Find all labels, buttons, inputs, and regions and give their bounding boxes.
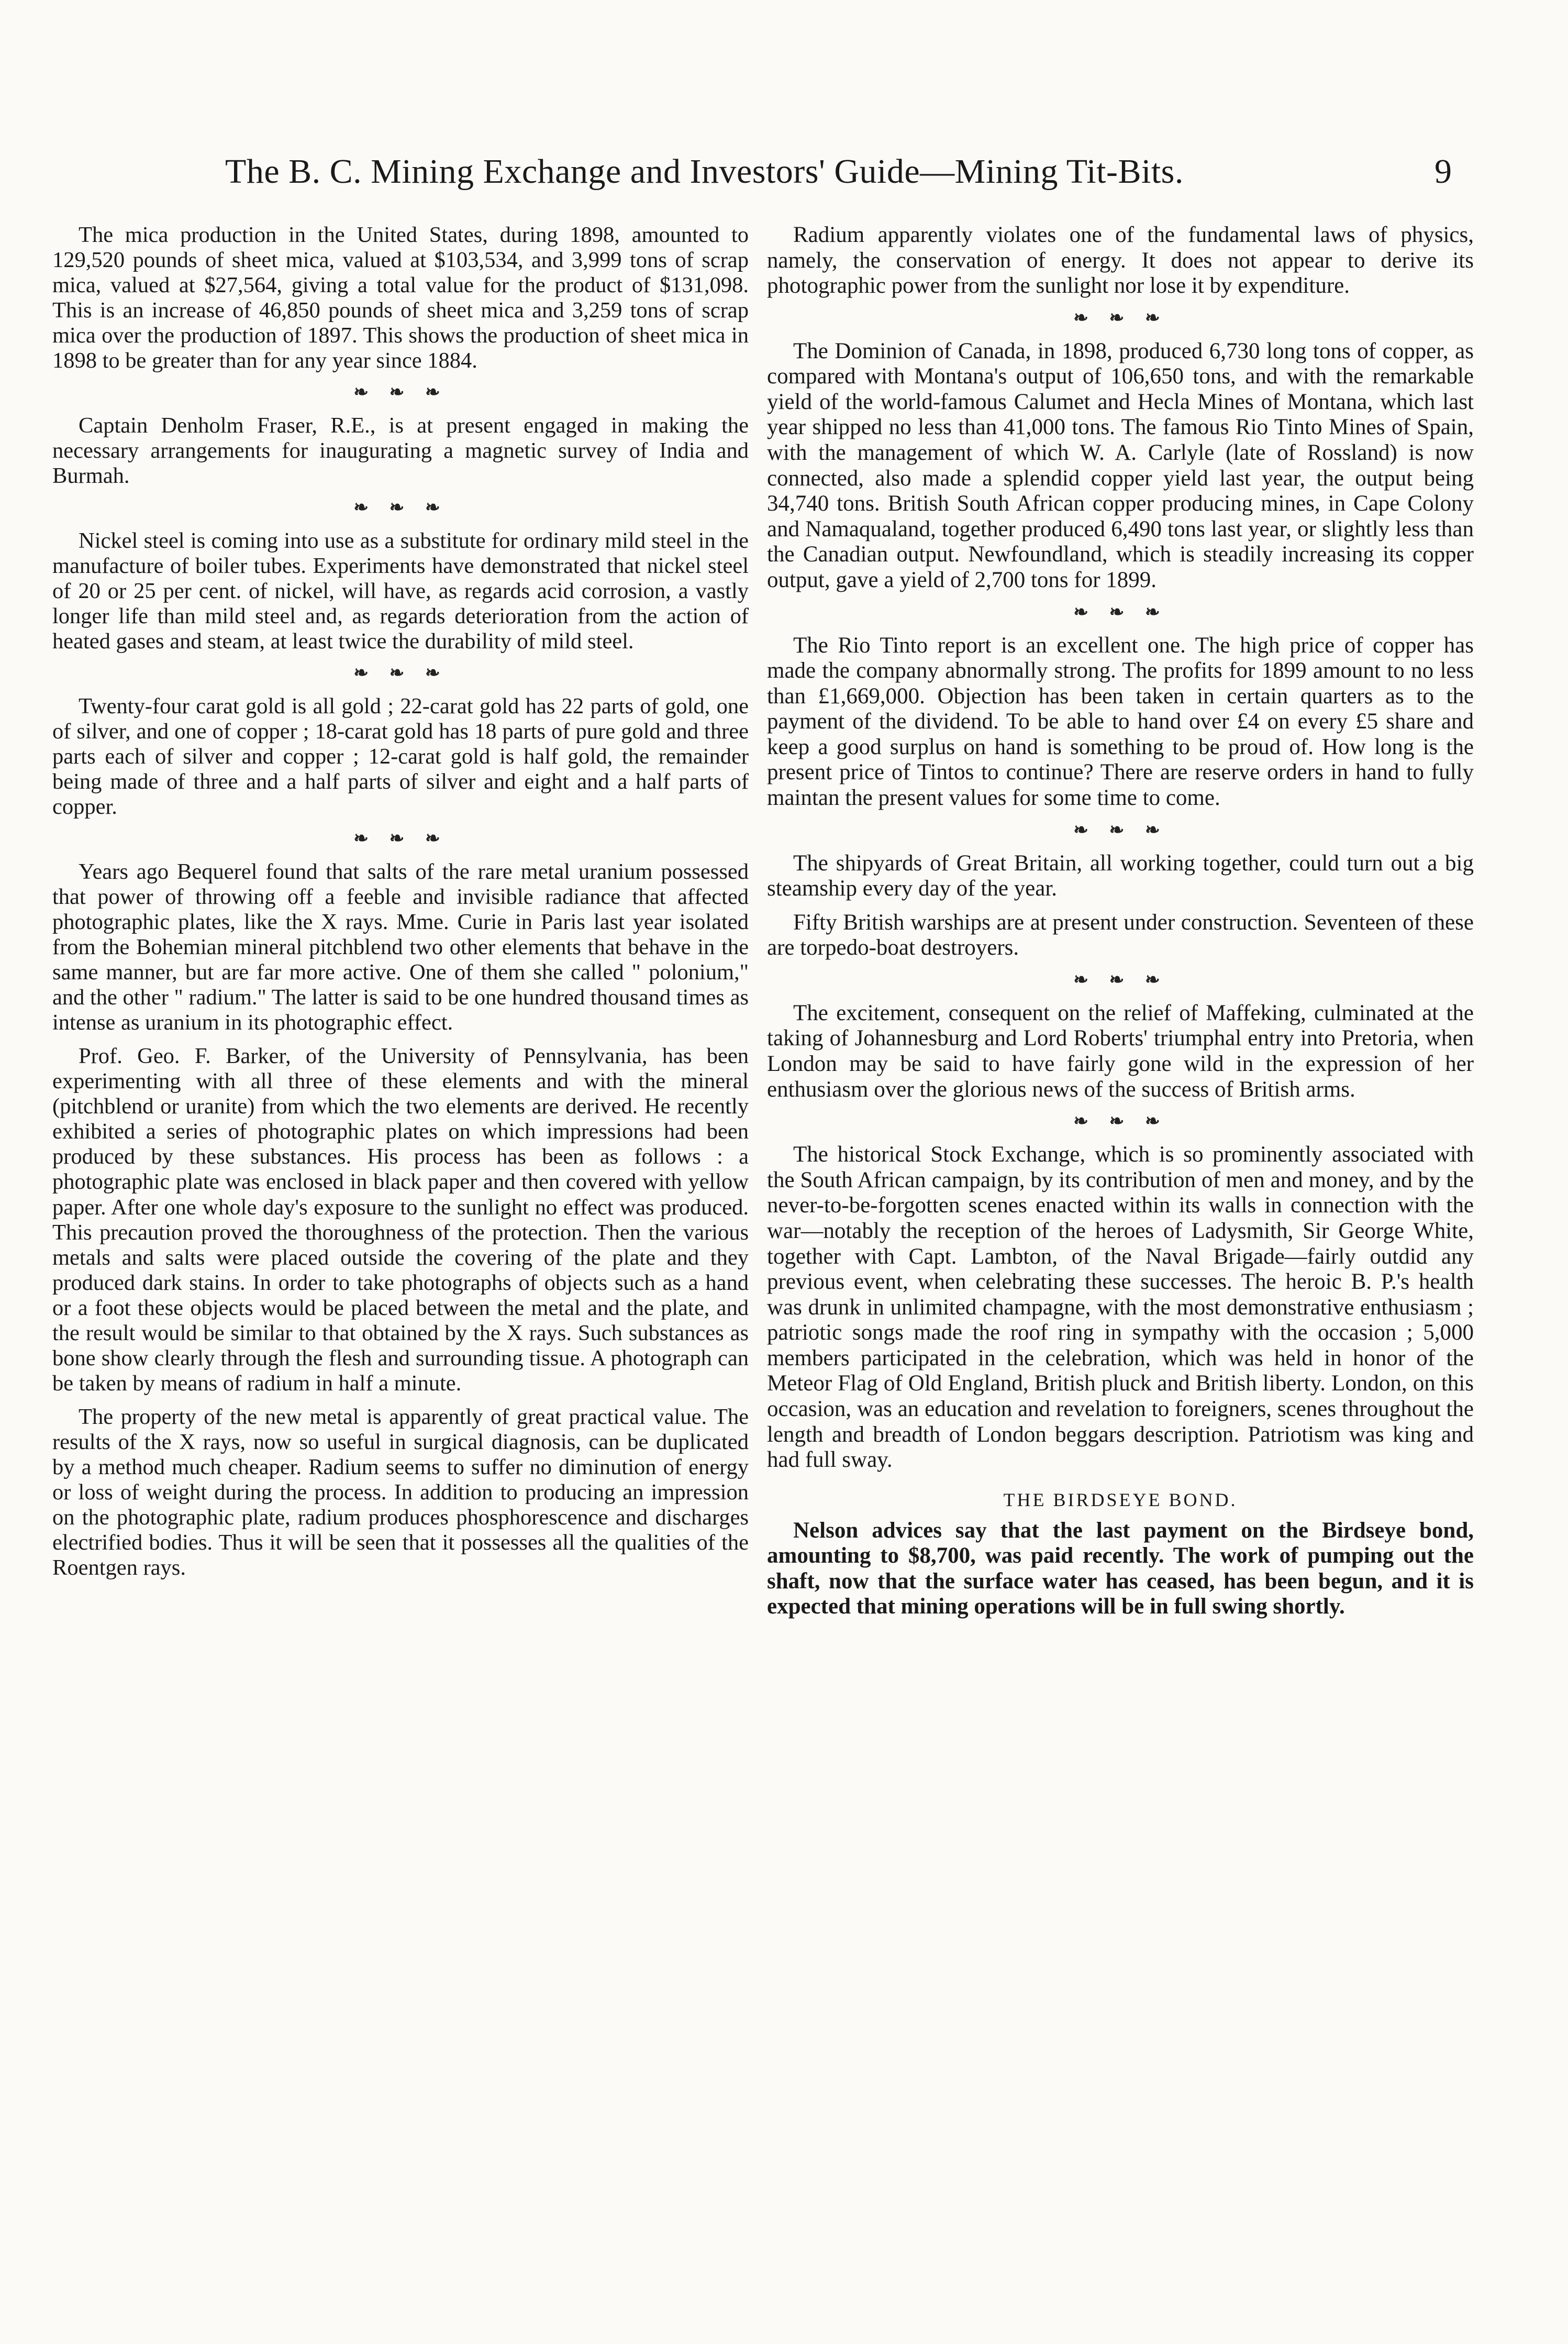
article-carat-gold: Twenty-four carat gold is all gold ; 22-carat gold has 22 parts of gold, one of silver, and one of copper ; 18-carat gold has 18 parts of pure gold and three parts each of silver and copper ; 12-carat gold is half gold, the remainder being made of three and a half parts of silver and eight and a half parts of copper.: [52, 694, 749, 820]
separator-ornament: ❧ ❧ ❧: [1073, 819, 1167, 841]
article-radium-property: The property of the new metal is apparently of great practical value. The results of the X rays, now so useful in surgical diagnosis, can be duplicated by a method much cheaper. Radium seems to suffer no diminution of energy or loss of weight during the process. In addition to producing an impression on the photographic plate, radium produces phosphorescence and discharges electrified bodies. Thus it will be seen that it possesses all the qualities of the Roentgen rays.: [52, 1404, 749, 1580]
article-nickel-steel: Nickel steel is coming into use as a substitute for ordinary mild steel in the manufacture of boiler tubes. Experiments have demonstrated that nickel steel of 20 or 25 per cent. of nickel, will have, as regards acid corrosion, a vastly longer life than mild steel and, as regards deterioration from the action of heated gases and steam, at least twice the durability of mild steel.: [52, 528, 749, 654]
birdseye-note: Nelson advices say that the last payment on the Birdseye bond, amounting to $8,700, was paid recently. The work of pumping out the shaft, now that the surface water has ceased, has been begun, and it is expected that mining operations will be in full swing shortly.: [767, 1518, 1474, 1619]
separator-ornament: ❧ ❧ ❧: [353, 382, 448, 403]
left-column: [52, 223, 749, 1589]
separator-ornament: ❧ ❧ ❧: [1073, 969, 1167, 990]
article-radium-discovery: Years ago Bequerel found that salts of the rare metal uranium possessed that power of throwing off a feeble and invisible radiance that affected photographic plates, like the X rays. Mme. Curie in Paris last year isolated from the Bohemian mineral pitchblend two other elements that behave in the same manner, but are far more active. One of them she called " polonium," and the other " radium." The latter is said to be one hundred thousand times as intense as uranium in its photographic effect.: [52, 859, 749, 1035]
article-stock-exchange: The historical Stock Exchange, which is so prominently associated with the South African campaign, by its contribution of men and money, and by the never-to-be-forgotten scenes enacted within its walls in connection with the war—notably the reception of the heroes of Ladysmith, Sir George White, together with Capt. Lambton, of the Naval Brigade—fairly outdid any previous event, when celebrating these successes. The heroic B. P.'s health was drunk in unlimited champagne, with the most demonstrative enthusiasm ; patriotic songs made the roof ring in sympathy with the occasion ; 5,000 members participated in the celebration, which was held in honor of the Meteor Flag of Old England, British pluck and British liberty. London, on this occasion, was an education and revelation to foreigners, scenes throughout the length and breadth of London beggars description. Patriotism was king and had full sway.: [767, 1142, 1474, 1473]
right-column: [767, 223, 1474, 1628]
article-mafeking: The excitement, consequent on the relief of Maffeking, culminated at the taking of Johannesburg and Lord Roberts' triumphal entry into Pretoria, when London may be said to have fairly gone wild in the expression of her enthusiasm over the glorious news of the success of British arms.: [767, 1000, 1474, 1102]
separator-ornament: ❧ ❧ ❧: [1073, 307, 1167, 328]
separator-ornament: ❧ ❧ ❧: [353, 662, 448, 684]
separator-ornament: ❧ ❧ ❧: [353, 828, 448, 849]
article-magnetic-survey: Captain Denholm Fraser, R.E., is at present engaged in making the necessary arrangements for inaugurating a magnetic survey of India and Burmah.: [52, 413, 749, 489]
separator-ornament: ❧ ❧ ❧: [353, 497, 448, 518]
article-mica-production: The mica production in the United States, during 1898, amounted to 129,520 pounds of sheet mica, valued at $103,534, and 3,999 tons of scrap mica, valued at $27,564, giving a total value for the product of $131,098. This is an increase of 46,850 pounds of sheet mica and 3,259 tons of scrap mica over the production of 1897. This shows the production of sheet mica in 1898 to be greater than for any year since 1884.: [52, 223, 749, 373]
article-shipyards: The shipyards of Great Britain, all working together, could turn out a big steamship every day of the year.: [767, 850, 1474, 901]
article-warships: Fifty British warships are at present under construction. Seventeen of these are torpedo-boat destroyers.: [767, 910, 1474, 960]
article-canada-copper: The Dominion of Canada, in 1898, produced 6,730 long tons of copper, as compared with Montana's output of 106,650 tons, and with the remarkable yield of the world-famous Calumet and Hecla Mines of Montana, which last year shipped no less than 41,000 tons. The famous Rio Tinto Mines of Spain, with the management of which W. A. Carlyle (late of Rossland) is now connected, also made a splendid copper yield last year, the output being 34,740 tons. British South African copper producing mines, in Cape Colony and Namaqualand, together produced 6,490 tons last year, or slightly less than the Canadian output. Newfoundland, which is steadily increasing its copper output, gave a yield of 2,700 tons for 1899.: [767, 338, 1474, 592]
page-header: [0, 152, 1568, 215]
separator-ornament: ❧ ❧ ❧: [1073, 601, 1167, 623]
article-radium-physics: Radium apparently violates one of the fundamental laws of physics, namely, the conservation of energy. It does not appear to derive its photographic power from the sunlight nor lose it by expenditure.: [767, 223, 1474, 298]
page-number: 9: [1434, 152, 1452, 191]
running-title: The B. C. Mining Exchange and Investors' Guide—Mining Tit-Bits.: [225, 152, 1184, 191]
article-rio-tinto: The Rio Tinto report is an excellent one. The high price of copper has made the company abnormally strong. The profits for 1899 amount to no less than £1,669,000. Objection has been taken in certain quarters as to the payment of the dividend. To be able to hand over £4 on every £5 share and keep a good surplus on hand is something to be proud of. How long is the present price of Tintos to continue? There are reserve orders in hand to fully maintan the present values for some time to come.: [767, 633, 1474, 810]
separator-ornament: ❧ ❧ ❧: [1073, 1111, 1167, 1132]
article-barker-experiments: Prof. Geo. F. Barker, of the University of Pennsylvania, has been experimenting with all three of these elements and with the mineral (pitchblend or uranite) from which the two elements are derived. He recently exhibited a series of photographic plates on which impressions had been produced by these substances. His process has been as follows : a photographic plate was enclosed in black paper and then covered with yellow paper. After one whole day's exposure to the sunlight no effect was produced. This precaution proved the thoroughness of the protection. Then the various metals and salts were placed outside the covering of the plate and they produced dark stains. In order to take photographs of objects such as a hand or a foot these objects would be placed between the metal and the plate, and the result would be similar to that obtained by the X rays. Such substances as bone show clearly through the flesh and surrounding tissue. A photograph can be taken by means of radium in half a minute.: [52, 1044, 749, 1396]
birdseye-title: THE BIRDSEYE BOND.: [1003, 1489, 1238, 1510]
